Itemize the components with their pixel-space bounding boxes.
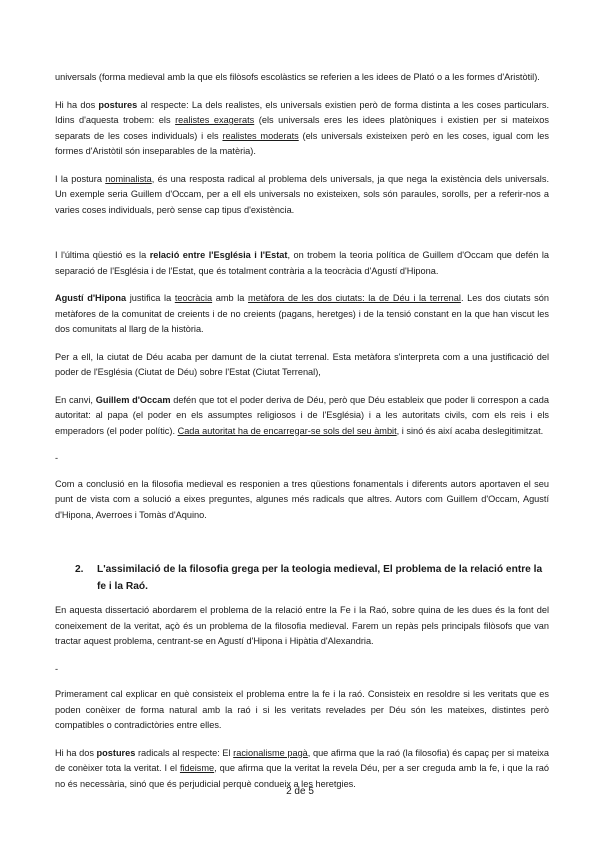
paragraph-postures-realistes xyxy=(55,98,549,160)
paragraph-ciutat-deu: Per a ell, la ciutat de Déu acaba per damunt de la ciutat terrenal. Esta metàfora s'interpreta com a una justificació del poder de l'Església (Ciutat de Déu) sobre l'Estat (Ciutat Terrenal), xyxy=(55,351,549,377)
underlined-term-metafora: metàfora de les dos ciutats: la de Déu i la terrenal xyxy=(248,293,461,303)
text: I l'última qüestió es la xyxy=(55,250,150,260)
text: (els universals existeixen però en les coses, igual com les formes d'Aristòtil són inseparables de la matèria). xyxy=(55,130,549,156)
paragraph-primerament: Primerament cal explicar en què consisteix el problema entre la fe i la raó. Consisteix en resoldre si les veritats que es poden conèixer de forma natural amb la raó i si les veritats revelades per Déu són les mateixes, distintes però compatibles o contradictòries entre elles. xyxy=(55,689,549,730)
text: (els universals eres les idees platòniques i existien per si mateixos separats de les coses individuals) i els xyxy=(55,115,549,141)
page-number: 2 de 5 xyxy=(286,786,314,797)
text: radicals al respecte: El xyxy=(135,747,234,758)
paragraph-agusti xyxy=(55,291,549,338)
underlined-term-teocracia: teocràcia xyxy=(174,293,213,303)
text: Hi ha dos xyxy=(55,99,99,110)
text: al respecte: La dels realistes, els universals existien però de forma distinta a les coses particulars. Idins d'aquesta trobem: els xyxy=(55,99,549,125)
bold-term-relacio: relació entre l'Església i l'Estat xyxy=(149,250,288,260)
section-number: 2. xyxy=(75,564,84,575)
paragraph-universals-end: universals (forma medieval amb la que els filòsofs escolàstics se referien a les idees de Plató o a les formes d'Aristòtil). xyxy=(55,72,540,82)
text: , que afirma que la veritat la revela Déu, per a ser creguda amb la fe, i que la raó no és necessària, sinó que és perjudicial perquè condueix a les heretgies. xyxy=(55,763,549,789)
paragraph-conclusio: Com a conclusió en la filosofia medieval es responien a tres qüestions fonamentals i diferents autors aportaven el seu punt de vista com a solució a eixes preguntes, algunes més radicals que altres. Autors com Guillem d'Occam, Agustí d'Hipona, Averroes i Tomàs d'Aquino. xyxy=(55,478,549,520)
underlined-term-autoritat: Cada autoritat ha de encarregar-se sols del seu àmbit xyxy=(177,425,397,436)
paragraph-nominalista xyxy=(55,172,549,219)
text: I la postura xyxy=(55,173,106,184)
underlined-term-realistes-moderats: realistes moderats xyxy=(222,130,299,141)
page-body xyxy=(55,70,549,804)
paragraph-esglesia-estat xyxy=(55,248,549,279)
dash-separator: - xyxy=(55,663,59,674)
underlined-term-nominalista: nominalista xyxy=(105,173,152,184)
underlined-term-realistes-exagerats: realistes exagerats xyxy=(175,115,255,125)
text: . Les dos ciutats són metàfores de la comunitat de creients i de no creients (pagans, heretges) i de la tensió constant en la que han viscut les dos comunitats al llarg de la història. xyxy=(55,293,549,334)
underlined-term-fideisme: fideisme xyxy=(179,763,215,773)
paragraph-occam xyxy=(55,393,549,440)
bold-term-postures: postures xyxy=(98,99,138,110)
underlined-term-racionalisme: racionalisme pagà xyxy=(233,747,308,758)
section-title: L'assimilació de la filosofia grega per la teologia medieval, El problema de la relació entre la fe i la Raó. xyxy=(97,564,543,592)
text: defén que tot el poder deriva de Déu, però que Déu estableix que poder li correspon a cada autoritat: al papa (el poder en els assumptes religiosos i de l'Església) i a les autoritats civils, com els reis i els emperadors (el poder polític). xyxy=(55,394,549,436)
text: , que afirma que la raó (la filosofia) és capaç per si mateixa de conèixer tota la veritat. I el xyxy=(55,747,549,773)
dash-separator: - xyxy=(55,453,59,463)
section-heading xyxy=(55,561,549,595)
paragraph-dissertacio: En aquesta dissertació abordarem el problema de la relació entre la Fe i la Raó, sobre quina de les dues és la font del coneixement de la veritat, açò és un problema de la filosofia medieval. Farem un repàs pels principals filòsofs que van tractar aquest problema, centrant-se en Agustí d'Hipona i Hipàtia d'Alexandria. xyxy=(55,605,549,646)
bold-term-agusti: Agustí d'Hipona xyxy=(55,293,127,303)
bold-term-postures: postures xyxy=(96,747,136,758)
text: , on trobem la teoria política de Guillem d'Occam que defén la separació de l'Església i de l'Estat, que és totalment contrària a la teocràcia d'Agustí d'Hipona. xyxy=(55,250,549,276)
text: En canvi, xyxy=(55,394,96,405)
bold-term-occam: Guillem d'Occam xyxy=(95,394,171,405)
text: justifica la xyxy=(126,293,175,303)
text: , i sinó és així acaba deslegitimitzat. xyxy=(396,425,544,436)
text: amb la xyxy=(212,293,248,303)
text: Hi ha dos xyxy=(55,747,97,758)
text: , és una resposta radical al problema dels universals, ja que nega la existència dels universals. Un exemple seria Guillem d'Occam, per a ell els universals no existeixen, sols són paraules, sorolls, per a referir-nos a varies coses individuals, però sense cap tipus d'existència. xyxy=(55,173,549,215)
